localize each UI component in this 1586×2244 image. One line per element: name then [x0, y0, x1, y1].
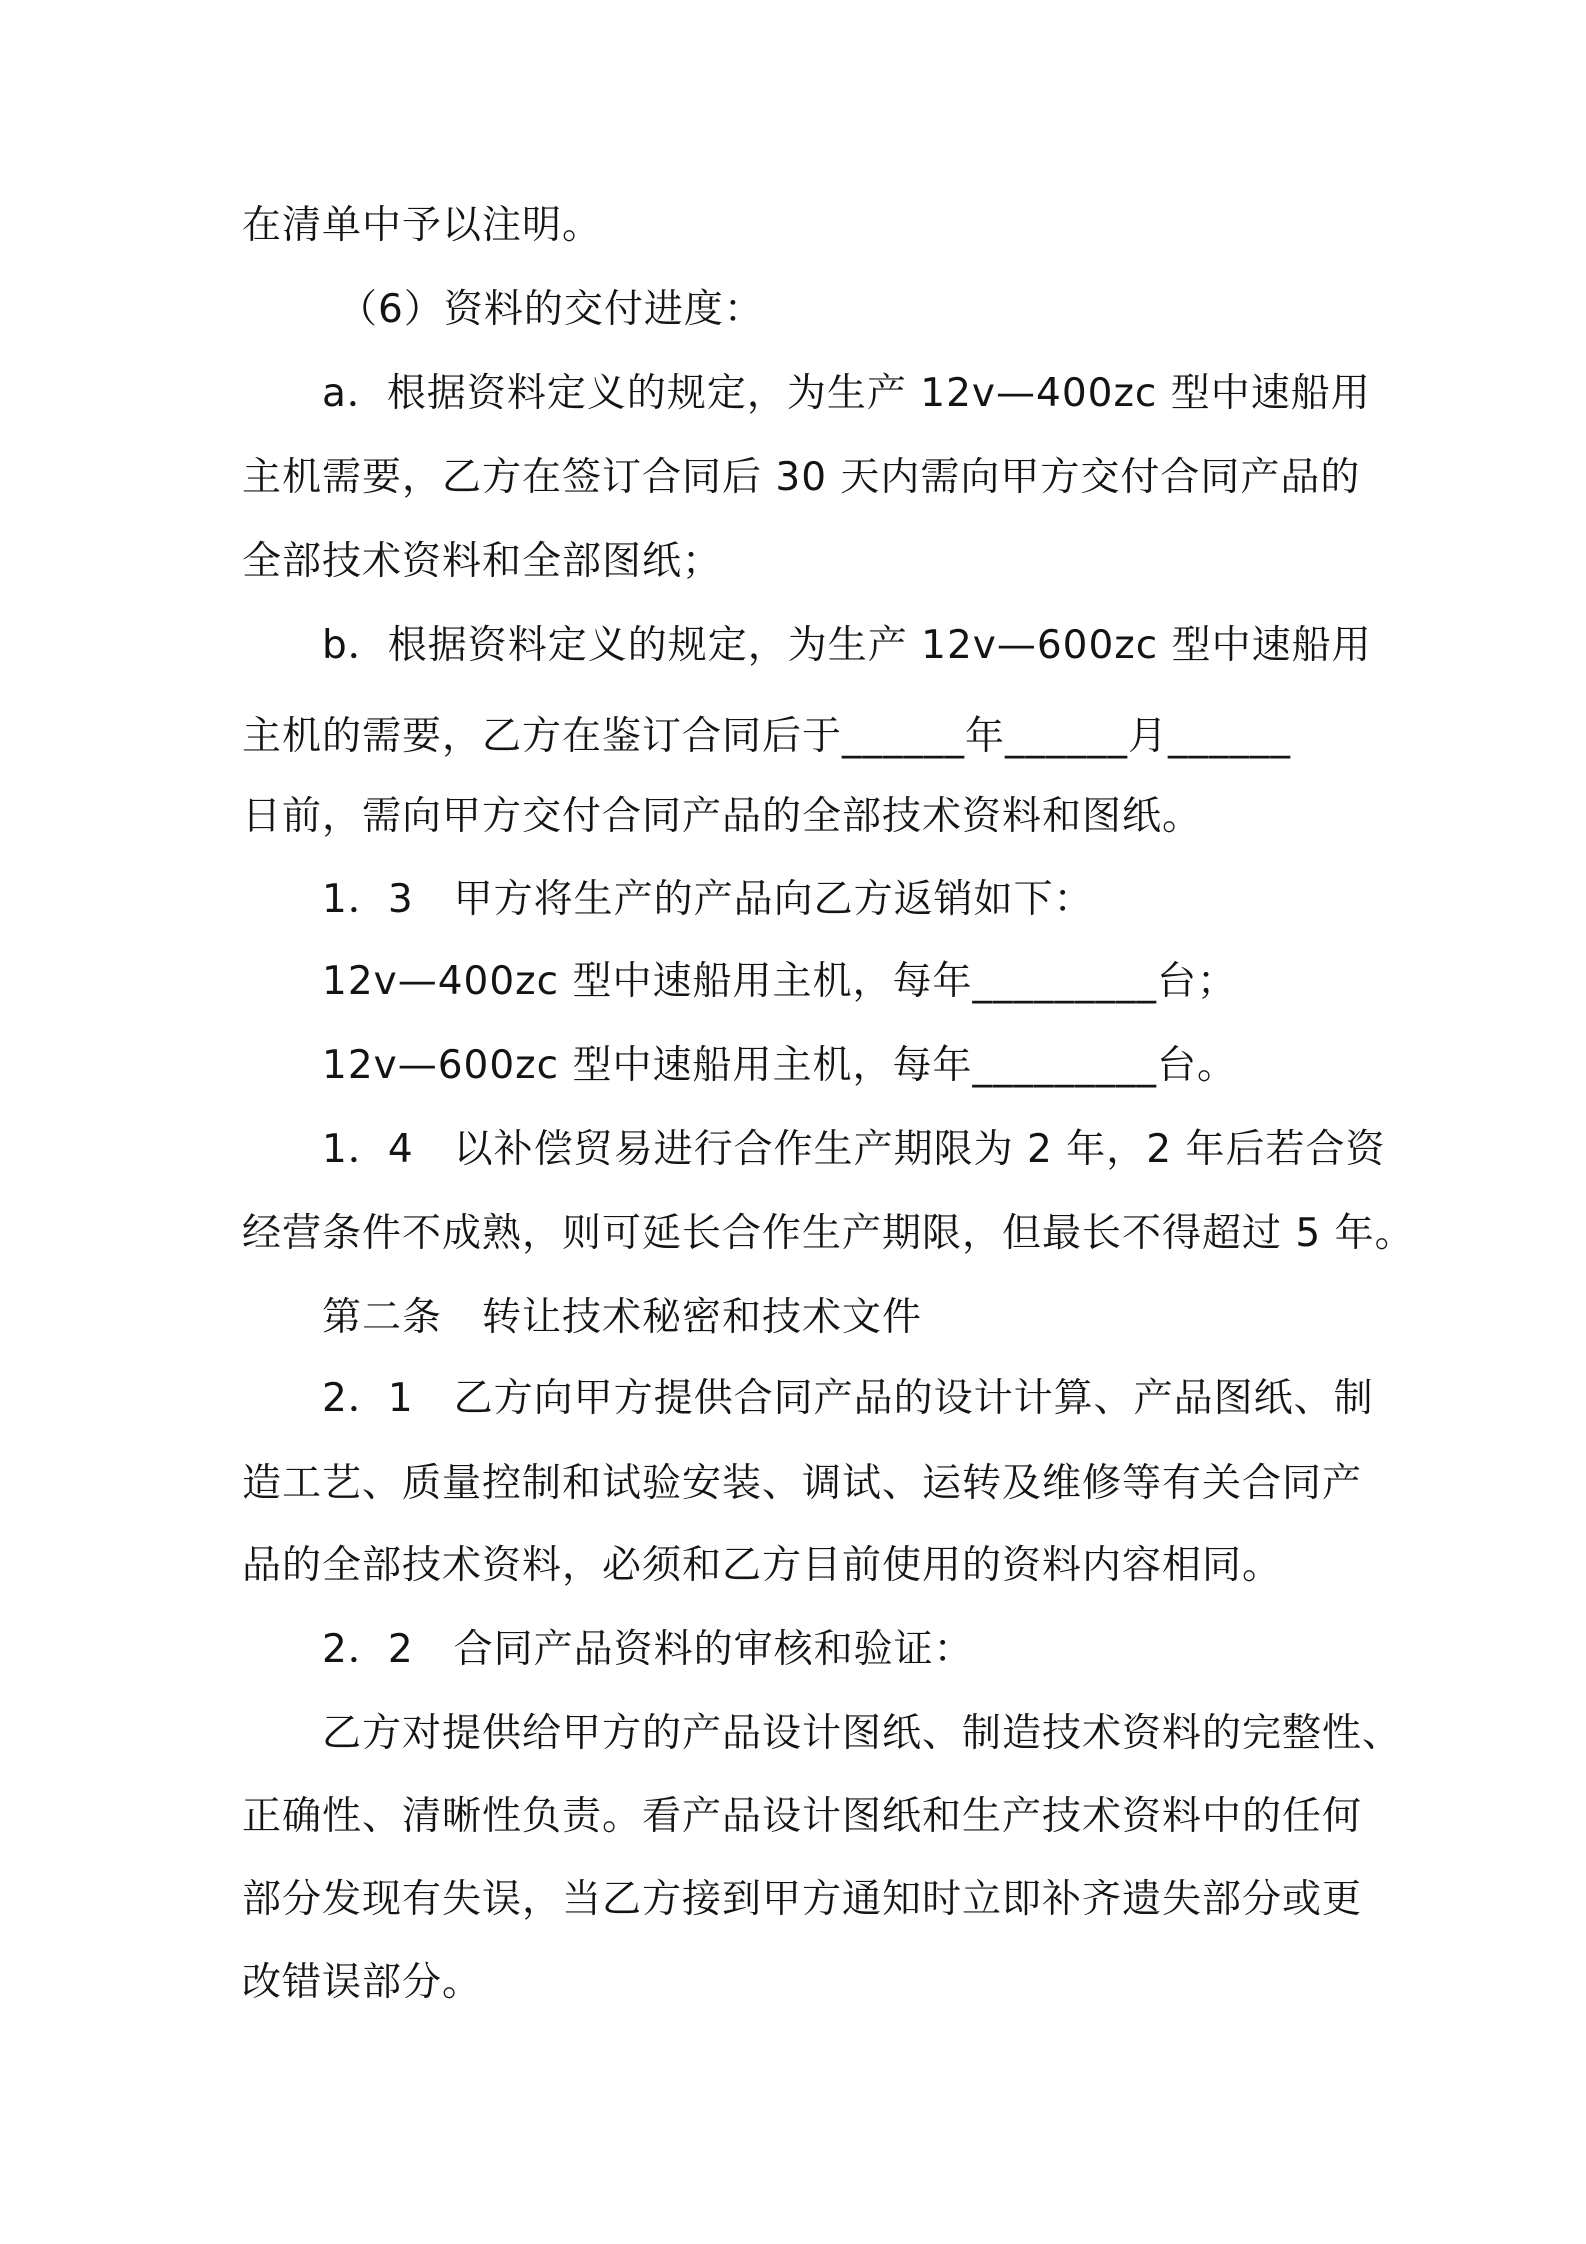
text-line: 12v—600zc 型中速船用主机，每年_________台。	[322, 1043, 1237, 1088]
text-line: 第二条 转让技术秘密和技术文件	[322, 1295, 923, 1340]
text-line: 正确性、清晰性负责。看产品设计图纸和生产技术资料中的任何	[242, 1794, 1363, 1839]
text-line: 改错误部分。	[242, 1960, 483, 2005]
text-line: 2．1 乙方向甲方提供合同产品的设计计算、产品图纸、制	[322, 1376, 1374, 1421]
text-line: 造工艺、质量控制和试验安装、调试、运转及维修等有关合同产	[242, 1461, 1363, 1506]
text-line: 全部技术资料和全部图纸；	[242, 539, 723, 584]
text-line: 日前，需向甲方交付合同产品的全部技术资料和图纸。	[242, 794, 1203, 839]
text-line: 在清单中予以注明。	[242, 203, 603, 248]
text-line: 部分发现有失误，当乙方接到甲方通知时立即补齐遗失部分或更	[242, 1877, 1363, 1922]
text-line: b．根据资料定义的规定，为生产 12v—600zc 型中速船用	[322, 623, 1372, 668]
text-line: 1．3 甲方将生产的产品向乙方返销如下：	[322, 877, 1094, 922]
text-line: 品的全部技术资料，必须和乙方目前使用的资料内容相同。	[242, 1543, 1283, 1588]
text-line: 1．4 以补偿贸易进行合作生产期限为 2 年，2 年后若合资	[322, 1127, 1386, 1172]
text-line: 2．2 合同产品资料的审核和验证：	[322, 1627, 974, 1672]
text-line: 经营条件不成熟，则可延长合作生产期限，但最长不得超过 5 年。	[242, 1211, 1415, 1256]
text-line: 乙方对提供给甲方的产品设计图纸、制造技术资料的完整性、	[322, 1711, 1403, 1756]
text-line: a．根据资料定义的规定，为生产 12v—400zc 型中速船用	[322, 371, 1371, 416]
text-line: 主机需要，乙方在签订合同后 30 天内需向甲方交付合同产品的	[242, 455, 1361, 500]
text-line: 12v—400zc 型中速船用主机，每年_________台；	[322, 959, 1237, 1004]
text-line: 主机的需要，乙方在鉴订合同后于______年______月______	[242, 714, 1292, 759]
text-line: （6）资料的交付进度：	[338, 287, 764, 332]
